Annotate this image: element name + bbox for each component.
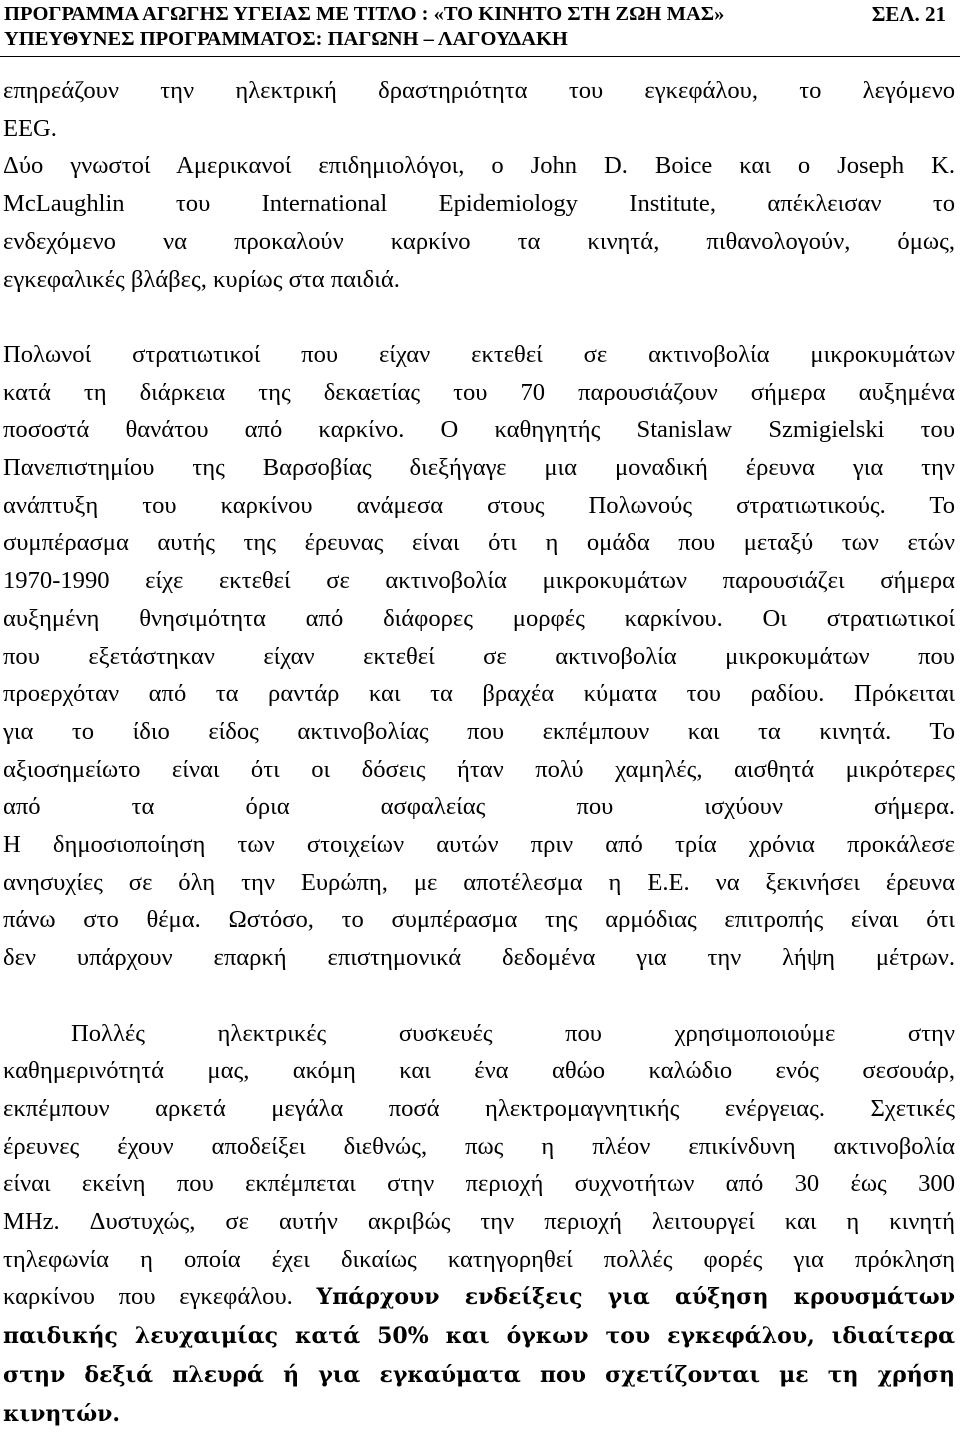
normal-text: καρκίνου που εγκεφάλου. <box>3 1283 293 1311</box>
text-line <box>3 1395 955 1433</box>
text-line <box>3 1278 955 1317</box>
text-line <box>3 1356 955 1395</box>
document-body <box>3 72 955 1433</box>
bold-highlight: παιδικής λευχαιμίας κατά 50% και όγκων του εγκεφάλου, ιδιαίτερα <box>3 1323 955 1350</box>
text-line: Δύο γνωστοί Αμερικανοί επιδημιολόγοι, ο John D. Boice και ο Joseph K. <box>3 152 955 180</box>
paragraph-spacer <box>3 977 955 1015</box>
text-line: εκπέμπουν αρκετά μεγάλα ποσά ηλεκτρομαγνητικής ενέργειας. Σχετικές <box>3 1094 955 1122</box>
bold-highlight: κινητών. <box>3 1400 121 1427</box>
text-line: εγκεφαλικές βλάβες, κυρίως στα παιδιά. <box>3 265 400 293</box>
header-row-2 <box>4 27 954 52</box>
text-line: 1970-1990 είχε εκτεθεί σε ακτινοβολία μικροκυμάτων παρουσιάζει σήμερα <box>3 567 955 595</box>
program-supervisors: ΥΠΕΥΘΥΝΕΣ ΠΡΟΓΡΑΜΜΑΤΟΣ: ΠΑΓΩΝΗ – ΛΑΓΟΥΔΑΚΗ <box>4 28 568 50</box>
bold-highlight: στην δεξιά πλευρά ή για εγκαύματα που σχετίζονται με τη χρήση <box>3 1361 955 1388</box>
text-line: McLaughlin του International Epidemiology Institute, απέκλεισαν το <box>3 190 955 218</box>
text-line: από τα όρια ασφαλείας που ισχύουν σήμερα. <box>3 793 955 821</box>
page-number: ΣΕΛ. 21 <box>871 2 946 26</box>
text-line: συμπέρασμα αυτής της έρευνας είναι ότι η ομάδα που μεταξύ των ετών <box>3 529 955 557</box>
paragraph-spacer <box>3 298 955 336</box>
text-line: Πανεπιστημίου της Βαρσοβίας διεξήγαγε μια μοναδική έρευνα για την <box>3 454 955 482</box>
text-line: ποσοστά θανάτου από καρκίνο. Ο καθηγητής Stanislaw Szmigielski του <box>3 416 955 444</box>
text-line: ανάπτυξη του καρκίνου ανάμεσα στους Πολωνούς στρατιωτικούς. Το <box>3 491 955 519</box>
text-line: προερχόταν από τα ραντάρ και τα βραχέα κύματα του ραδίου. Πρόκειται <box>3 680 955 708</box>
text-line: που εξετάστηκαν είχαν εκτεθεί σε ακτινοβολία μικροκυμάτων που <box>3 642 955 670</box>
text-line: πάνω στο θέμα. Ωστόσο, το συμπέρασμα της αρμόδιας επιτροπής είναι ότι <box>3 906 955 934</box>
text-line: καθημερινότητά μας, ακόμη και ένα αθώο καλώδιο ενός σεσουάρ, <box>3 1057 955 1085</box>
text-line: ενδεχόμενο να προκαλούν καρκίνο τα κινητά, πιθανολογούν, όμως, <box>3 227 955 255</box>
text-line <box>3 1317 955 1356</box>
program-title: ΠΡΟΓΡΑΜΜΑ ΑΓΩΓΗΣ ΥΓΕΙΑΣ ΜΕ ΤΙΤΛΟ : «ΤΟ ΚΙΝΗΤΟ ΣΤΗ ΖΩΗ ΜΑΣ» <box>4 3 725 25</box>
text-line: τηλεφωνία η οποία έχει δικαίως κατηγορηθεί πολλές φορές για πρόκληση <box>3 1245 955 1273</box>
text-line: επηρεάζουν την ηλεκτρική δραστηριότητα του εγκεφάλου, το λεγόμενο <box>3 77 955 104</box>
paragraph-2 <box>3 147 955 298</box>
page-header <box>4 2 954 52</box>
text-line: ανησυχίες σε όλη την Ευρώπη, με αποτέλεσμα η Ε.Ε. να ξεκινήσει έρευνα <box>3 868 955 896</box>
paragraph-4 <box>3 1015 955 1433</box>
header-divider <box>0 56 960 57</box>
text-line: αξιοσημείωτο είναι ότι οι δόσεις ήταν πολύ χαμηλές, αισθητά μικρότερες <box>3 755 955 783</box>
paragraph-1 <box>3 72 955 147</box>
text-line: αυξημένη θνησιμότητα από διάφορες μορφές καρκίνου. Οι στρατιωτικοί <box>3 604 955 632</box>
header-row-1 <box>4 2 954 27</box>
bold-highlight: Υπάρχουν ενδείξεις για αύξηση κρουσμάτων <box>316 1284 955 1311</box>
text-line: είναι εκείνη που εκπέμπεται στην περιοχή συχνοτήτων από 30 έως 300 <box>3 1170 955 1198</box>
paragraph-3 <box>3 336 955 977</box>
text-line: Πολλές ηλεκτρικές συσκευές που χρησιμοποιούμε στην <box>71 1019 955 1047</box>
text-line: έρευνες έχουν αποδείξει διεθνώς, πως η πλέον επικίνδυνη ακτινοβολία <box>3 1132 955 1160</box>
text-line: Η δημοσιοποίηση των στοιχείων αυτών πριν από τρία χρόνια προκάλεσε <box>3 831 955 859</box>
text-line: EEG. <box>3 114 57 142</box>
text-line: δεν υπάρχουν επαρκή επιστημονικά δεδομένα για την λήψη μέτρων. <box>3 944 955 972</box>
text-line: κατά τη διάρκεια της δεκαετίας του 70 παρουσιάζουν σήμερα αυξημένα <box>3 378 955 406</box>
text-line: MHz. Δυστυχώς, σε αυτήν ακριβώς την περιοχή λειτουργεί και η κινητή <box>3 1208 955 1236</box>
text-line: για το ίδιο είδος ακτινοβολίας που εκπέμπουν και τα κινητά. Το <box>3 717 955 745</box>
text-line: Πολωνοί στρατιωτικοί που είχαν εκτεθεί σε ακτινοβολία μικροκυμάτων <box>3 340 955 368</box>
